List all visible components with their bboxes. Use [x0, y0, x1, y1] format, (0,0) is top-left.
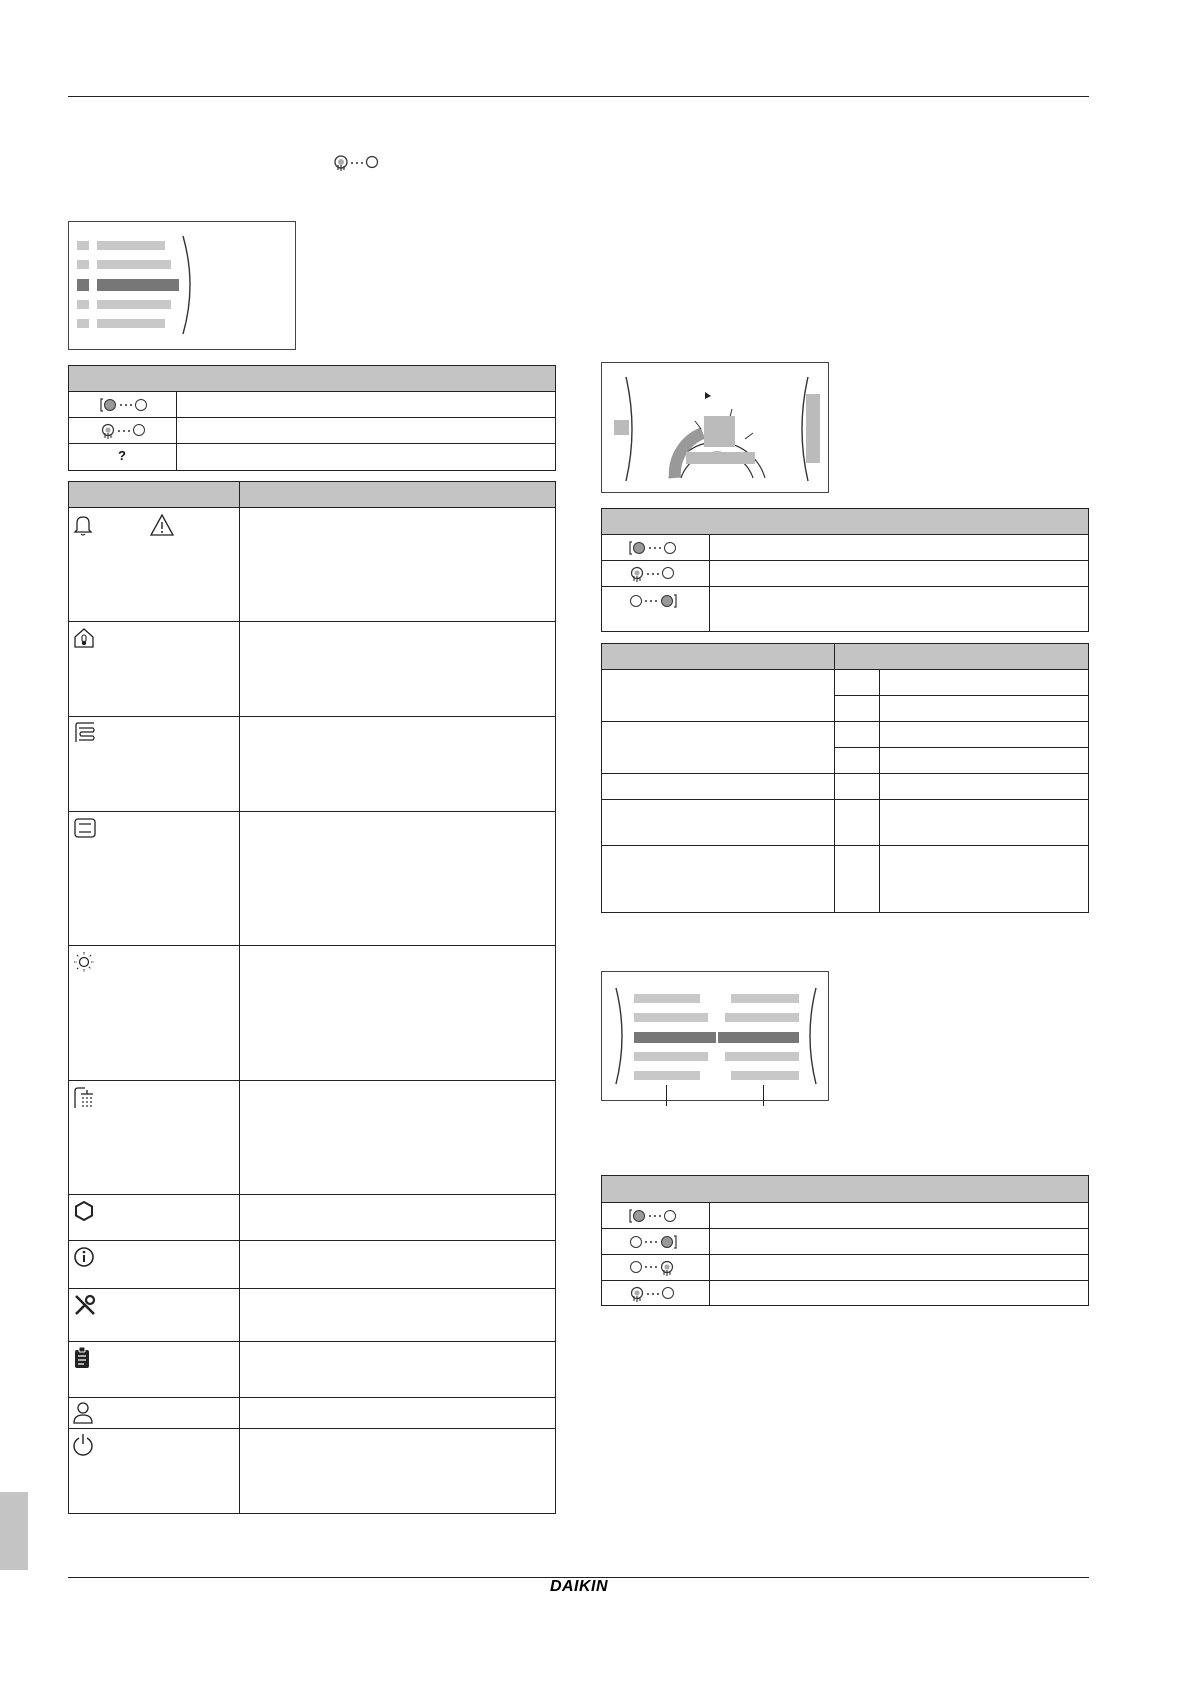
table-row	[602, 587, 1088, 633]
callout-line-left	[666, 1085, 667, 1106]
list-screen-mockup	[601, 971, 829, 1101]
domestic-hot-water-icon	[73, 1086, 95, 1110]
list-cell	[731, 994, 799, 1003]
table-row	[69, 622, 555, 717]
press-left-dial-icon	[628, 540, 680, 556]
table-row	[602, 1255, 1088, 1281]
list-cell	[634, 994, 700, 1003]
table-row	[602, 1203, 1088, 1229]
table-row	[69, 1342, 555, 1398]
menu-item-label	[97, 241, 165, 250]
table-row	[69, 1081, 555, 1195]
list-controls-table	[601, 1175, 1089, 1306]
help-icon: ?	[118, 448, 126, 463]
table-row	[602, 1281, 1088, 1307]
list-cell	[634, 1071, 700, 1080]
table-row	[69, 717, 555, 812]
scroll-arc	[181, 234, 201, 336]
table-row	[602, 722, 1088, 774]
alarm-bell-icon	[73, 514, 93, 536]
table-row	[69, 508, 555, 622]
user-profile-icon	[72, 1401, 94, 1425]
table-row	[602, 535, 1088, 561]
turn-left-dial-icon	[628, 565, 680, 583]
turn-left-dial-icon	[628, 1285, 680, 1303]
gauge-parts-table	[601, 643, 1089, 913]
turn-right-dial-icon	[628, 1259, 684, 1277]
room-thermostat-icon	[73, 627, 95, 649]
press-left-dial-icon	[99, 397, 151, 413]
menu-item-bullet-selected	[77, 279, 89, 291]
press-right-dial-icon	[628, 593, 680, 609]
table-header	[69, 366, 555, 392]
chapter-side-tab	[0, 1492, 28, 1570]
list-cell	[634, 1052, 708, 1061]
list-cell	[634, 1013, 708, 1022]
brand-logo: DAIKIN	[549, 1578, 609, 1595]
table-row	[69, 392, 555, 418]
menu-item-bullet	[77, 241, 89, 250]
installer-settings-icon	[73, 1293, 97, 1317]
gauge-value-box	[704, 416, 735, 447]
list-cell-selected	[718, 1032, 799, 1043]
list-cell	[731, 1071, 799, 1080]
table-row	[69, 1195, 555, 1241]
menu-item-label	[97, 260, 171, 269]
press-right-dial-icon	[628, 1234, 680, 1250]
table-header	[602, 509, 1088, 535]
turn-left-dial-icon	[332, 153, 382, 173]
list-cell-selected	[634, 1032, 716, 1043]
menu-item-bullet	[77, 260, 89, 269]
list-cell	[725, 1052, 799, 1061]
additional-zone-icon	[73, 817, 97, 839]
table-row	[69, 1429, 555, 1515]
menu-item-label	[97, 300, 171, 309]
menu-item-label-selected	[97, 279, 179, 291]
menu-screen-mockup	[68, 221, 296, 350]
operation-power-icon	[72, 1432, 94, 1456]
table-header	[602, 644, 1088, 670]
warning-icon	[149, 513, 175, 537]
table-row	[602, 800, 1088, 846]
information-icon	[73, 1246, 95, 1268]
right-scroll-arc	[800, 986, 820, 1086]
controls-table-left	[68, 365, 556, 471]
table-row	[602, 561, 1088, 587]
table-row	[69, 1241, 555, 1289]
table-row	[602, 1229, 1088, 1255]
list-cell	[725, 1013, 799, 1022]
main-zone-icon	[73, 722, 97, 744]
table-row	[602, 774, 1088, 800]
header-rule	[68, 96, 1089, 97]
table-row	[602, 846, 1088, 914]
table-row	[69, 1289, 555, 1342]
gauge-screen-mockup	[601, 362, 829, 493]
table-row	[602, 670, 1088, 722]
settings-hexagon-icon	[73, 1200, 95, 1222]
table-row	[69, 946, 555, 1081]
menu-item-label	[97, 319, 165, 328]
gauge-label-bar	[686, 452, 755, 464]
right-scale-bar	[806, 394, 820, 463]
menu-item-bullet	[77, 300, 89, 309]
left-indicator	[614, 420, 629, 435]
left-scroll-arc	[612, 986, 632, 1086]
press-left-dial-icon	[628, 1208, 680, 1224]
menu-item-bullet	[77, 319, 89, 328]
main-menu-icons-table	[68, 481, 556, 1514]
table-row	[69, 444, 555, 470]
table-row	[69, 812, 555, 946]
space-heating-cooling-icon	[73, 951, 95, 973]
commissioning-icon	[73, 1346, 93, 1370]
table-row	[69, 418, 555, 444]
table-header	[602, 1176, 1088, 1203]
gauge-controls-table	[601, 508, 1089, 632]
turn-left-dial-icon	[99, 422, 151, 440]
table-row	[69, 1398, 555, 1429]
table-header	[69, 482, 555, 508]
callout-line-right	[763, 1085, 764, 1106]
